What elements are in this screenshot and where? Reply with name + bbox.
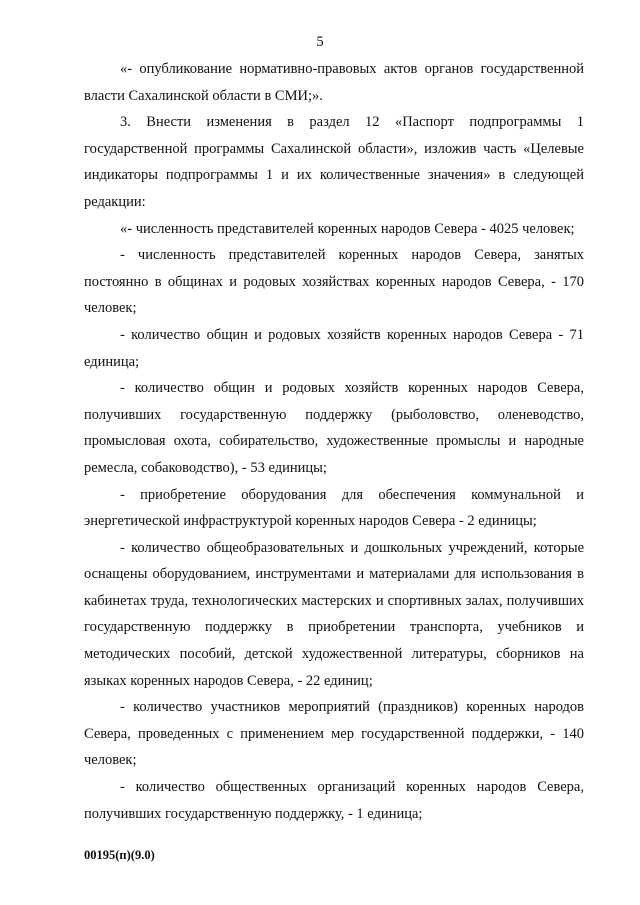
paragraph-amendment: 3. Внести изменения в раздел 12 «Паспорт подпрограммы 1 государственной программы Сахалинской области», изложив часть «Целевые индикаторы подпрограммы 1 и их количественные значения» в следующей редакции: (84, 114, 584, 210)
document-code: 00195(п)(9.0) (84, 848, 155, 862)
paragraph-publication: «- опубликование нормативно-правовых актов органов государственной власти Сахалинской области в СМИ;». (84, 61, 584, 104)
paragraph-indicator-participants: - количество участников мероприятий (праздников) коренных народов Севера, проведенных с применением мер государственной поддержки, - 140 человек; (84, 699, 584, 769)
document-body (84, 56, 584, 827)
paragraph-indicator-organizations: - количество общественных организаций коренных народов Севера, получивших государственную поддержку, - 1 единица; (84, 779, 584, 822)
paragraph-indicator-communities: - количество общин и родовых хозяйств коренных народов Севера - 71 единица; (84, 326, 584, 370)
paragraph-indicator-supported-communities: - количество общин и родовых хозяйств коренных народов Севера, получивших государственную поддержку (рыболовство, оленеводство, промысловая охота, собирательство, художественные промыслы и народные ремесла, собаководство), - 53 единицы; (84, 380, 584, 476)
paragraph-indicator-employed: - численность представителей коренных народов Севера, занятых постоянно в общинах и родовых хозяйствах коренных народов Севера, - 170 человек; (84, 247, 584, 317)
paragraph-indicator-population: «- численность представителей коренных народов Севера - 4025 человек; (120, 220, 575, 237)
paragraph-indicator-equipment: - приобретение оборудования для обеспечения коммунальной и энергетической инфраструктурой коренных народов Севера - 2 единицы; (84, 486, 584, 530)
paragraph-indicator-schools: - количество общеобразовательных и дошкольных учреждений, которые оснащены оборудованием, инструментами и материалами для использования в кабинетах труда, технологических мастерских и спортивных залах, получивших государственную поддержку в приобретении транспорта, учебников и методических пособий, детской художественной литературы, сборников на языках коренных народов Севера, - 22 единиц; (84, 539, 584, 689)
page-number: 5 (316, 34, 324, 50)
